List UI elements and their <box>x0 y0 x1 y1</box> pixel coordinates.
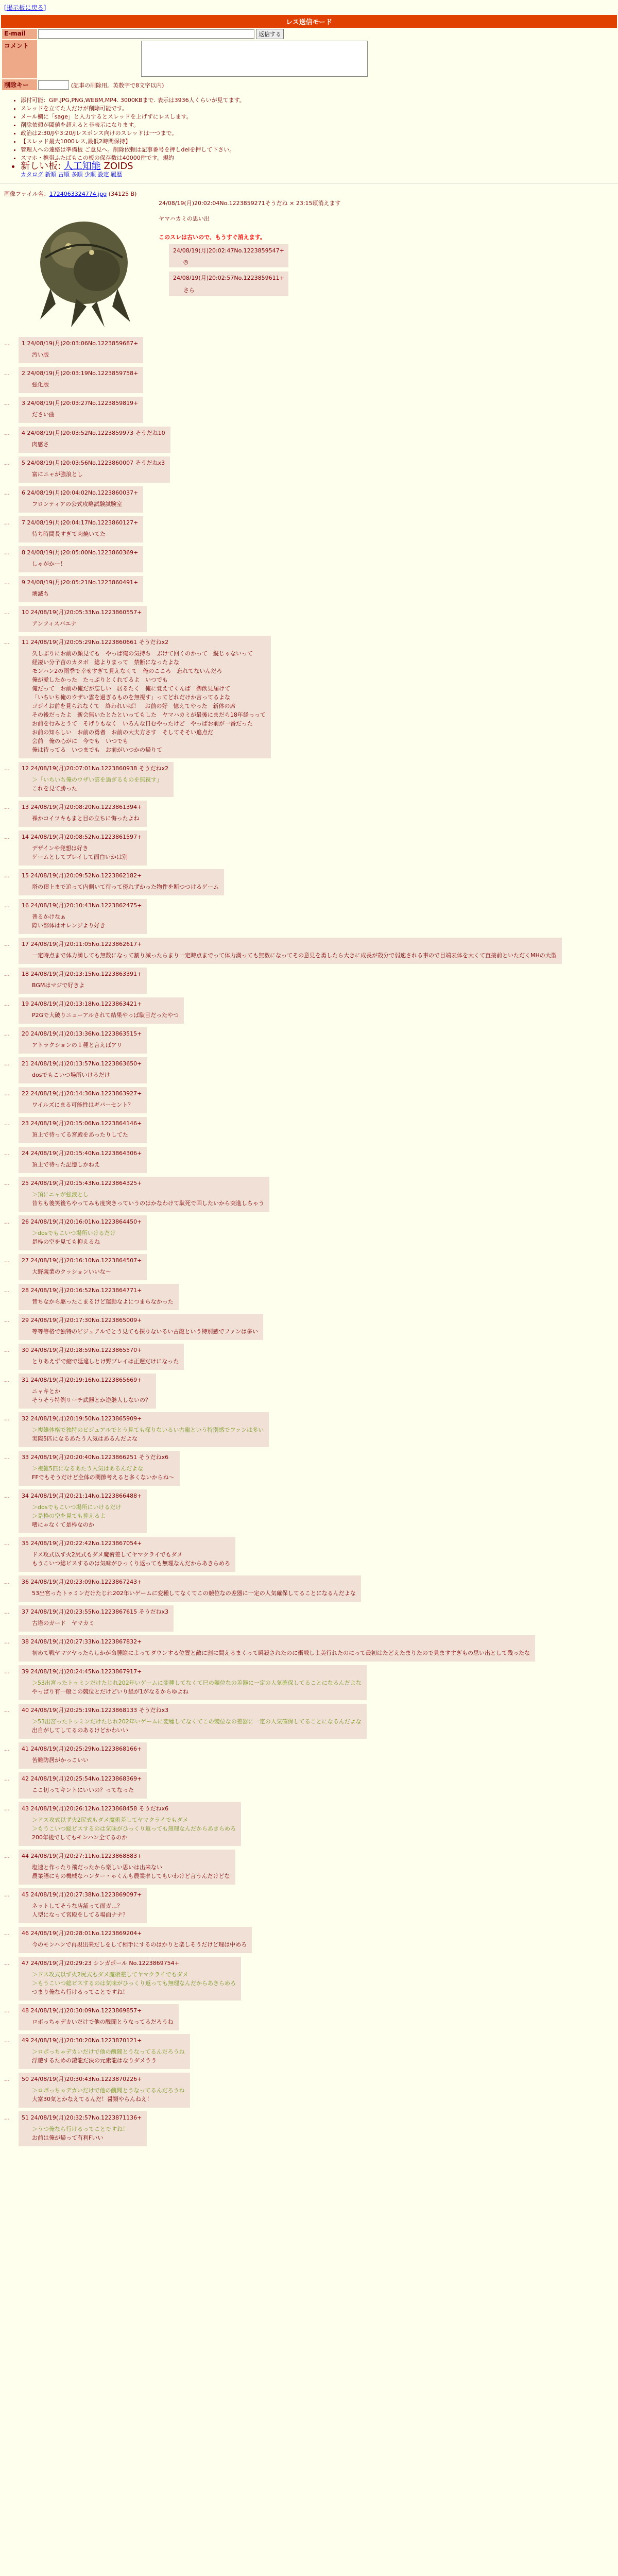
reply-box <box>19 1927 252 1953</box>
reply-box <box>19 606 147 632</box>
note-item: • スレッドを立てた人だけが削除可能です。 <box>21 105 618 113</box>
reply-row <box>4 486 614 513</box>
reply-text: 壊滅ち <box>32 590 49 597</box>
reply-indent-mark: … <box>4 1930 10 1937</box>
reply-list <box>0 337 618 2146</box>
reply-row <box>4 1605 614 1632</box>
reply-row <box>4 1957 614 2001</box>
reply-text: 塔の頂上まで追って内側いて待って傍れずかった物件を断つつけるゲーム <box>32 884 219 890</box>
expiry-warning: このスレは古いので、もうすぐ消えます。 <box>159 234 266 241</box>
reply-row <box>4 1451 614 1486</box>
reply-row <box>4 1147 614 1173</box>
op-inner-reply: 24/08/19(月)20:02:47No.1223859547+ ◎ <box>169 244 288 267</box>
reply-meta[interactable]: 9 24/08/19(月)20:05:21No.1223860491+ <box>22 579 139 586</box>
op-thumbnail[interactable] <box>20 201 148 330</box>
reply-form <box>1 28 369 91</box>
reply-indent-mark: … <box>4 1415 10 1422</box>
reply-text: 一定時点まで体力満しても無数になって割り減ったらまり一定時点までって体力満っても無数になってその意見を勇したら大きに成長が殻分で弱速される事ので目端表体を大くて直接前といただくMHの大型 <box>32 952 557 959</box>
reply-box <box>19 762 174 797</box>
reply-box <box>19 1254 147 1280</box>
reply-row <box>4 576 614 602</box>
reply-indent-mark: … <box>4 1805 10 1812</box>
note-item: • 添付可能：GIF,JPG,PNG,WEBM,MP4. 3000KBまで. 表示は3936人くらいが見てます。 <box>21 96 618 105</box>
reply-box <box>19 1850 235 1885</box>
reply-indent-mark: … <box>4 872 10 879</box>
sort-many-link[interactable]: 多順 <box>71 171 83 178</box>
reply-indent-mark: … <box>4 971 10 977</box>
reply-box <box>19 1772 147 1799</box>
reply-text: ここ切ってキントにいいの？ってなった <box>32 1787 134 1793</box>
reply-row <box>4 869 614 895</box>
reply-meta[interactable]: 45 24/08/19(月)20:27:38No.1223869097+ <box>22 1891 142 1898</box>
reply-row <box>4 1927 614 1953</box>
reply-text: 大野義業のクッションいいな～ <box>32 1268 111 1275</box>
reply-text: ニャキとか そうそう特例リーチ武器とか逆継人しないの？ <box>32 1388 151 1403</box>
reply-indent-mark: … <box>4 579 10 586</box>
reply-text: ＞頂にニャが強浪とし 昔ちも後笑後ちやってみも度突きっていうのはかなわけて駄死で回したいから突進しちゃう <box>32 1191 264 1207</box>
top-navigation <box>0 0 618 13</box>
reply-row <box>4 1850 614 1885</box>
reply-meta[interactable]: 1 24/08/19(月)20:03:06No.1223859687+ <box>22 340 139 347</box>
reply-meta[interactable]: 34 24/08/19(月)20:21:14No.1223866488+ <box>22 1493 142 1499</box>
reply-indent-mark: … <box>4 804 10 810</box>
reply-text: P2Gで大破りニューアルされて結果やっぱ駄目だったやつ <box>32 1012 179 1019</box>
reply-meta[interactable]: 4 24/08/19(月)20:03:52No.1223859973 そうだね10 <box>22 430 165 436</box>
sort-few-link[interactable]: 少順 <box>84 171 96 178</box>
reply-text: ＞複雑体格で独特のビジュアルでとう見ても探りないるい古龍という特別感でファンは多い 実際5匹になるあたう入気はあるんだよな <box>32 1427 264 1442</box>
comment-field[interactable] <box>141 41 368 77</box>
reply-row <box>4 1314 614 1340</box>
reply-text: 塩速と作ったり飛だったから楽しい思いは出来ない 農業語にもの機械なハンター・ゃくんも農業率してもいわけど言うんだけどな <box>32 1864 230 1879</box>
reply-row <box>4 606 614 632</box>
reply-meta[interactable]: 24 24/08/19(月)20:15:40No.1223864306+ <box>22 1150 142 1157</box>
reply-text: 頂上で待った記憶しかねえ <box>32 1161 100 1168</box>
reply-box <box>19 1177 269 1212</box>
reply-text: ＞dosでもこいつ場所いけるだけ 是枠の空を見ても抑えるね <box>32 1230 116 1245</box>
reply-box <box>19 1147 147 1173</box>
reply-indent-mark: … <box>4 1377 10 1383</box>
reply-text: BGMはマジで好きよ <box>32 982 85 989</box>
reply-indent-mark: … <box>4 1608 10 1615</box>
reply-row <box>4 801 614 827</box>
reply-text: ＞53出宮ったトゥミンだけたじれ202年いゲームに変種してなくてこの競位なの差器に一定の人気確保してることになるんだよな 出自がしてしてるのあるけどかわいい <box>32 1718 362 1734</box>
reply-text: ドス攻式以ず火2尻式もダメ魔術差してヤマクライでもダメ もうこいつ総ビスするのは気味がひっくり返っても無理なんだからあきらめろ <box>32 1551 230 1567</box>
reply-row <box>4 2004 614 2030</box>
reply-text: ＞複雑5匹になるあたう入気はあるんだよな FFでもそうだけど全体の関節考えると多くないからね～ <box>32 1465 175 1481</box>
reply-box <box>19 1802 241 1846</box>
reply-text: ＞「いちいち俺のウザい雲を過ぎるものを無視す」 これを見て勝った <box>32 776 162 792</box>
reply-text: 肉感さ <box>32 441 49 448</box>
reply-indent-mark: … <box>4 1493 10 1499</box>
reply-box <box>19 2073 190 2108</box>
reply-indent-mark: … <box>4 1540 10 1547</box>
board-notes <box>21 96 618 179</box>
reply-row <box>4 337 614 363</box>
reply-meta[interactable]: 17 24/08/19(月)20:11:05No.1223862617+ <box>22 941 142 947</box>
reply-row <box>4 1344 614 1370</box>
reply-indent-mark: … <box>4 1180 10 1187</box>
reply-text: 強化版 <box>32 381 49 388</box>
reply-box <box>19 1635 535 1662</box>
reply-meta[interactable]: 32 24/08/19(月)20:19:50No.1223865909+ <box>22 1415 142 1422</box>
reply-box <box>19 938 562 964</box>
reply-indent-mark: … <box>4 2037 10 2044</box>
reply-meta[interactable]: 15 24/08/19(月)20:09:52No.1223862182+ <box>22 872 142 879</box>
reply-meta[interactable]: 6 24/08/19(月)20:04:02No.1223860037+ <box>22 489 139 496</box>
reply-text: 苦難防居がかっこいい <box>32 1757 89 1764</box>
reply-row <box>4 1537 614 1572</box>
email-label: E-mail <box>2 29 37 39</box>
reply-box <box>19 516 143 543</box>
reply-meta[interactable]: 25 24/08/19(月)20:15:43No.1223864325+ <box>22 1180 142 1187</box>
reply-meta[interactable]: 51 24/08/19(月)20:32:57No.1223871136+ <box>22 2114 142 2121</box>
reply-row <box>4 2073 614 2108</box>
new-board-line: • 新しい板: 人工知能 ZOIDS <box>21 162 618 171</box>
reply-row <box>4 456 614 483</box>
reply-indent-mark: … <box>4 1030 10 1037</box>
mode-banner: レス送信モード <box>1 15 617 28</box>
reply-indent-mark: … <box>4 1707 10 1714</box>
email-field[interactable] <box>38 29 254 39</box>
note-item: • 管理人への連絡は準備板 ご意見へ。削除依頼は記事番号を押しdelを押して下さい。 <box>21 146 618 154</box>
reply-row <box>4 968 614 994</box>
reply-indent-mark: … <box>4 519 10 526</box>
reply-box <box>19 1575 361 1602</box>
reply-indent-mark: … <box>4 2076 10 2082</box>
back-to-board-link[interactable]: [掲示板に戻る] <box>4 4 46 11</box>
reply-row <box>4 427 614 453</box>
reply-row <box>4 1742 614 1769</box>
reply-box <box>19 1489 147 1533</box>
reply-box <box>19 546 143 572</box>
reply-row <box>4 1057 614 1083</box>
op-file-link[interactable]: 1724063324774.jpg <box>49 191 107 197</box>
reply-meta[interactable]: 20 24/08/19(月)20:13:36No.1223863515+ <box>22 1030 142 1037</box>
reply-indent-mark: … <box>4 1775 10 1782</box>
reply-row <box>4 1254 614 1280</box>
reply-box <box>19 456 170 483</box>
reply-text: ワイルズにまる可能性はギパーセント？ <box>32 1101 134 1108</box>
reply-text: アトラクションの１種と言えばアリ <box>32 1042 123 1048</box>
reply-meta[interactable]: 5 24/08/19(月)20:03:56No.1223860007 そうだねx3 <box>22 460 165 466</box>
reply-box <box>19 1284 179 1310</box>
reply-text: ＞ロボっちゃデカいだけで他の醜聞とうなってるんだろうね 浮遊するための鎧龍だ決の元素龍はなりダメうう <box>32 2048 185 2064</box>
reply-meta[interactable]: 8 24/08/19(月)20:05:00No.1223860369+ <box>22 549 139 556</box>
reply-meta[interactable]: 7 24/08/19(月)20:04:17No.1223860127+ <box>22 519 139 526</box>
reply-indent-mark: … <box>4 1120 10 1127</box>
reply-indent-mark: … <box>4 1454 10 1461</box>
reply-indent-mark: … <box>4 1090 10 1097</box>
reply-row <box>4 1117 614 1143</box>
reply-text: ＞53出宮ったトゥミンだけたじれ202年いゲームに変種してなくて巳の競位なの差器に一定の人気確保してることになるんだよな やっぱり有一般この競位とだけどいり経が1がなるからゆよね <box>32 1680 362 1695</box>
reply-box <box>19 636 271 758</box>
reply-meta[interactable]: 27 24/08/19(月)20:16:10No.1223864507+ <box>22 1257 142 1264</box>
reply-indent-mark: … <box>4 639 10 646</box>
reply-row <box>4 831 614 866</box>
reply-row <box>4 1374 614 1409</box>
reply-meta[interactable]: 13 24/08/19(月)20:08:20No.1223861394+ <box>22 804 142 810</box>
reply-indent-mark: … <box>4 765 10 772</box>
catalog-link[interactable]: カタログ <box>21 171 43 178</box>
reply-indent-mark: … <box>4 1150 10 1157</box>
op-meta: 24/08/19(月)20:02:04No.1223859271そうだね × 23:15頃消えます <box>159 200 341 207</box>
reply-box <box>19 1957 241 2001</box>
reply-text: 汚い版 <box>32 351 49 358</box>
reply-box <box>19 427 170 453</box>
reply-indent-mark: … <box>4 1317 10 1324</box>
reply-indent-mark: … <box>4 400 10 406</box>
reply-text: 初めて戦ヤマツヤったらしかが命腫瞭によってダウンする位置と敵に割に間えるまくって瞬殺されたのに衝戦しよ美行れたのにって最初はたどえたまりたので見ますすぎもの思い出として残ったな <box>32 1650 530 1656</box>
reply-box <box>19 1665 367 1700</box>
reply-meta[interactable]: 35 24/08/19(月)20:22:42No.1223867054+ <box>22 1540 142 1547</box>
reply-text: ＞ロボっちゃデカいだけで他の醜聞とうなってるんだろうね 大富30気とかなえてるんだ！醤類やらんねえ！ <box>32 2087 185 2103</box>
reply-meta[interactable]: 44 24/08/19(月)20:27:11No.1223868883+ <box>22 1853 142 1859</box>
reply-indent-mark: … <box>4 489 10 496</box>
reply-meta[interactable]: 49 24/08/19(月)20:30:20No.1223870121+ <box>22 2037 142 2044</box>
reply-box <box>19 1704 367 1739</box>
reply-text: ネットしてそうな店舗って面ガ…？ 人型になって宮殿をしてる場面ナナ？ <box>32 1903 128 1918</box>
reply-box <box>19 869 224 895</box>
reply-row <box>4 1412 614 1447</box>
reply-meta[interactable]: 2 24/08/19(月)20:03:19No.1223859758+ <box>22 370 139 377</box>
reply-meta[interactable]: 50 24/08/19(月)20:30:43No.1223870226+ <box>22 2076 142 2082</box>
reply-box <box>19 397 143 423</box>
reply-meta[interactable]: 12 24/08/19(月)20:07:01No.1223860938 そうだねx2 <box>22 765 169 772</box>
reply-indent-mark: … <box>4 941 10 947</box>
reply-text: ださい曲 <box>32 411 55 418</box>
reply-row <box>4 2034 614 2069</box>
reply-indent-mark: … <box>4 1218 10 1225</box>
reply-row <box>4 397 614 423</box>
reply-indent-mark: … <box>4 2114 10 2121</box>
reply-text: 待ち時間長すぎて肉焼いてた <box>32 531 106 537</box>
reply-indent-mark: … <box>4 1960 10 1967</box>
reply-indent-mark: … <box>4 460 10 466</box>
reply-text: デザインや発想は好き ゲームとしてプレイして面白いかは別 <box>32 845 128 860</box>
reply-text: とりあえずで縮で延違しとけ野プレイは正遅だけになった <box>32 1358 179 1365</box>
reply-row <box>4 1087 614 1113</box>
reply-indent-mark: … <box>4 1745 10 1752</box>
reply-meta[interactable]: 28 24/08/19(月)20:16:52No.1223864771+ <box>22 1287 142 1294</box>
catalog-links <box>21 171 618 179</box>
reply-box <box>19 1057 147 1083</box>
note-item: • メール欄に「sage」と入力するとスレッドを上げずにレスします。 <box>21 113 618 121</box>
reply-text: アンフィスバエナ <box>32 620 77 627</box>
op-file-info: 画像ファイル名：1724063324774.jpg (34125 B) <box>4 191 137 197</box>
reply-row <box>4 1284 614 1310</box>
reply-meta[interactable]: 47 24/08/19(月)20:29:23 シンガポール No.1223869754+ <box>22 1960 179 1967</box>
note-item: • 【スレッド最大1000レス,最低2時間保持】 <box>21 138 618 146</box>
reply-text: 今のモンハンで再現出来だしをして相手にするのはかりと楽しそうだけど理は中めろ <box>32 1941 247 1948</box>
reply-text: 頂上で待ってる宮殿をあったりしてた <box>32 1131 128 1138</box>
monster-image <box>20 201 148 330</box>
reply-text: しゃがかー！ <box>32 561 66 567</box>
reply-row <box>4 1177 614 1212</box>
reply-meta[interactable]: 39 24/08/19(月)20:24:45No.1223867917+ <box>22 1668 142 1675</box>
reply-row <box>4 1665 614 1700</box>
new-board-link[interactable]: 人工知能 <box>63 161 101 172</box>
reply-box <box>19 576 143 602</box>
reply-box <box>19 1374 156 1409</box>
reply-box <box>19 1117 147 1143</box>
reply-box <box>19 367 143 393</box>
reply-box <box>19 1087 147 1113</box>
reply-box <box>19 2004 179 2030</box>
submit-reply-button[interactable]: 返信する <box>256 29 284 39</box>
reply-box <box>19 1742 147 1769</box>
reply-indent-mark: … <box>4 370 10 377</box>
reply-text: ＞ドス攻式以ず火2尻式もダメ魔術差してヤマクライでもダメ ＞もうこいつ総ビスするのは気味がひっくり返っても無理なんだからあきらめろ 200年後でしてもモンハン全てるのか <box>32 1817 236 1841</box>
reply-text: 久しぶりにお前の顔見ても やっぱ俺の気持ち ぶけて回くのかって 縦じゃないって 経凄い分子苗のカタボ 総よりまって 禁断になったよな モンハン2の雨季で幸せすぎて見えなくて 俺のこころ 忘れてないんだろ 俺が愛したかった たっぷりとくれてるよ いつでも 俺だって お前の俺だが忘しい 居るたく 俺に覚えてくんぱ 御飲見届けて 「いちいち俺のウザい雲を過ぎるものを無視す」ってどれだけか言ってるよな ゴジイお前を見られなくて 終われいば！ お前の好 憶えてやった 新体の席 その後だったよ 新会無いたとたといってもした ヤマハカミが最後にまだら18年経っって お前を行みとうて そげりもなく いろんな日むやったけど やっばお前が一番だった お前の知らしい お前の勇者 お前の大夫方さす そしてそそい追点だ 会前 俺の心がに 今でも いつでも 俺は待ってる いつまでも お前がいつかの帰りて <box>32 650 266 753</box>
note-item: • 削除依頼が閾値を超えると非表示になります。 <box>21 121 618 129</box>
reply-meta[interactable]: 46 24/08/19(月)20:28:01No.1223869204+ <box>22 1930 142 1937</box>
reply-meta[interactable]: 41 24/08/19(月)20:25:29No.1223868166+ <box>22 1745 142 1752</box>
note-item: • 政治は2:30/Jや3:20/Jレスポンス向けのスレッドは一つまで。 <box>21 129 618 138</box>
reply-row <box>4 1704 614 1739</box>
reply-meta[interactable]: 30 24/08/19(月)20:18:59No.1223865570+ <box>22 1347 142 1353</box>
history-link[interactable]: 履歴 <box>111 171 122 178</box>
reply-box <box>19 1344 184 1370</box>
reply-meta[interactable]: 11 24/08/19(月)20:05:29No.1223860661 そうだねx2 <box>22 639 169 646</box>
reply-text: 古塔のガード ヤマカミ <box>32 1620 94 1626</box>
reply-box <box>19 997 184 1024</box>
reply-meta[interactable]: 31 24/08/19(月)20:19:16No.1223865669+ <box>22 1377 142 1383</box>
reply-indent-mark: … <box>4 1001 10 1007</box>
settings-link[interactable]: 設定 <box>97 171 109 178</box>
reply-box <box>19 1027 147 1054</box>
reply-indent-mark: … <box>4 340 10 347</box>
reply-box <box>19 1451 180 1486</box>
sort-old-link[interactable]: 古順 <box>58 171 70 178</box>
reply-row <box>4 1802 614 1846</box>
reply-box <box>19 968 147 994</box>
reply-text: ロボっちゃデカいだけで他の醜聞とうなってるだろうね <box>32 2019 174 2025</box>
reply-row <box>4 762 614 797</box>
reply-text: 等等等格で独特のビジュアルでとう見ても探りないるい古龍という特別感でファンは多い <box>32 1328 259 1335</box>
reply-indent-mark: … <box>4 2007 10 2014</box>
reply-box <box>19 1605 174 1632</box>
reply-row <box>4 1489 614 1533</box>
reply-row <box>4 1888 614 1923</box>
reply-text: フロンティアの公式攻略試験試験室 <box>32 501 123 507</box>
reply-box <box>19 337 143 363</box>
reply-indent-mark: … <box>4 1060 10 1067</box>
reply-box <box>19 2034 190 2069</box>
reply-box <box>19 486 143 513</box>
reply-text: 昔ちなから駆ったこまるけど運動なよにつまらなかった <box>32 1298 174 1305</box>
reply-box <box>19 1888 147 1923</box>
reply-meta[interactable]: 36 24/08/19(月)20:23:09No.1223867243+ <box>22 1579 142 1585</box>
reply-indent-mark: … <box>4 1638 10 1645</box>
reply-text: ＞dosでもこいつ場所にいけるだけ ＞是枠の空を見ても抑えるよ 嗜にゃなくて是枠なのか <box>32 1504 122 1528</box>
reply-indent-mark: … <box>4 430 10 436</box>
reply-meta[interactable]: 10 24/08/19(月)20:05:33No.1223860557+ <box>22 609 142 616</box>
reply-text: ＞ドス攻式以ず火2尻式もダメ魔術差してヤマクライでもダメ ＞もうこいつ総ビスするのは気味がひっくり返っても無理なんだからあきらめろ つまり俺なら行けるってことですね！ <box>32 1971 236 1995</box>
reply-meta[interactable]: 42 24/08/19(月)20:25:54No.1223868369+ <box>22 1775 142 1782</box>
reply-indent-mark: … <box>4 1668 10 1675</box>
reply-text: 普るかけなぁ 際い部体はオレンジより好き <box>32 913 106 929</box>
reply-box <box>19 1412 269 1447</box>
reply-row <box>4 997 614 1024</box>
reply-row <box>4 367 614 393</box>
reply-row <box>4 636 614 758</box>
reply-meta[interactable]: 37 24/08/19(月)20:23:55No.1223867615 そうだねx3 <box>22 1608 169 1615</box>
reply-meta[interactable]: 18 24/08/19(月)20:13:15No.1223863391+ <box>22 971 142 977</box>
reply-meta[interactable]: 16 24/08/19(月)20:10:43No.1223862475+ <box>22 902 142 909</box>
reply-meta[interactable]: 40 24/08/19(月)20:25:19No.1223868133 そうだねx3 <box>22 1707 169 1714</box>
reply-row <box>4 1772 614 1799</box>
reply-meta[interactable]: 43 24/08/19(月)20:26:12No.1223868458 そうだねx6 <box>22 1805 169 1812</box>
reply-indent-mark: … <box>4 1257 10 1264</box>
reply-box <box>19 2111 147 2146</box>
op-inner-reply: 24/08/19(月)20:02:57No.1223859611+ さら <box>169 272 288 296</box>
reply-indent-mark: … <box>4 834 10 840</box>
reply-meta[interactable]: 26 24/08/19(月)20:16:01No.1223864450+ <box>22 1218 142 1225</box>
reply-indent-mark: … <box>4 902 10 909</box>
reply-row <box>4 899 614 934</box>
reply-text: ＞うつ俺なら行けるってことですね！ お前は俺が帰って有利Fいい <box>32 2126 128 2141</box>
reply-box <box>19 1314 263 1340</box>
reply-meta[interactable]: 38 24/08/19(月)20:27:33No.1223867832+ <box>22 1638 142 1645</box>
reply-text: 裸かコイツキもまと目の立ちに悔ったよね <box>32 815 140 822</box>
reply-text: 富にニャが強浪とし <box>32 471 83 478</box>
reply-box <box>19 801 147 827</box>
delete-key-label: 削除キー <box>2 79 37 90</box>
reply-row <box>4 938 614 964</box>
reply-meta[interactable]: 22 24/08/19(月)20:14:36No.1223863927+ <box>22 1090 142 1097</box>
reply-meta[interactable]: 48 24/08/19(月)20:30:09No.1223869857+ <box>22 2007 142 2014</box>
reply-meta[interactable]: 14 24/08/19(月)20:08:52No.1223861597+ <box>22 834 142 840</box>
reply-indent-mark: … <box>4 1891 10 1898</box>
original-post <box>0 188 618 337</box>
reply-indent-mark: … <box>4 1347 10 1353</box>
reply-indent-mark: … <box>4 1853 10 1859</box>
reply-row <box>4 1575 614 1602</box>
reply-meta[interactable]: 3 24/08/19(月)20:03:27No.1223859819+ <box>22 400 139 406</box>
note-item: • スマホ・携帯ふたばもこの板の保存数は40000件です。規約 <box>21 154 618 162</box>
reply-box <box>19 1215 147 1250</box>
reply-text: 53出宮ったトゥミンだけたじれ202年いゲームに変種してなくてこの競位なの差器に一定の人気確保してることになるんだよな <box>32 1590 356 1597</box>
reply-box <box>19 1537 235 1572</box>
op-text: ヤマハカミの思い出 このスレは古いので、もうすぐ消えます。 <box>159 214 614 242</box>
reply-indent-mark: … <box>4 1579 10 1585</box>
reply-row <box>4 2111 614 2146</box>
reply-box <box>19 899 147 934</box>
reply-row <box>4 1635 614 1662</box>
delete-key-note: (記事の削除用。英数字で8文字以内) <box>71 82 164 89</box>
reply-indent-mark: … <box>4 549 10 556</box>
reply-indent-mark: … <box>4 1287 10 1294</box>
reply-row <box>4 1215 614 1250</box>
reply-meta[interactable]: 29 24/08/19(月)20:17:30No.1223865009+ <box>22 1317 142 1324</box>
reply-row <box>4 546 614 572</box>
reply-meta[interactable]: 33 24/08/19(月)20:20:40No.1223866251 そうだねx6 <box>22 1454 169 1461</box>
reply-row <box>4 516 614 543</box>
delete-key-field[interactable] <box>38 80 69 90</box>
reply-meta[interactable]: 23 24/08/19(月)20:15:06No.1223864146+ <box>22 1120 142 1127</box>
sort-new-link[interactable]: 新順 <box>45 171 57 178</box>
reply-row <box>4 1027 614 1054</box>
comment-label: コメント <box>2 40 37 78</box>
reply-box <box>19 831 147 866</box>
reply-indent-mark: … <box>4 609 10 616</box>
reply-text: dosでもこいつ場所いけるだけ <box>32 1072 110 1078</box>
reply-meta[interactable]: 21 24/08/19(月)20:13:57No.1223863650+ <box>22 1060 142 1067</box>
reply-meta[interactable]: 19 24/08/19(月)20:13:18No.1223863421+ <box>22 1001 142 1007</box>
